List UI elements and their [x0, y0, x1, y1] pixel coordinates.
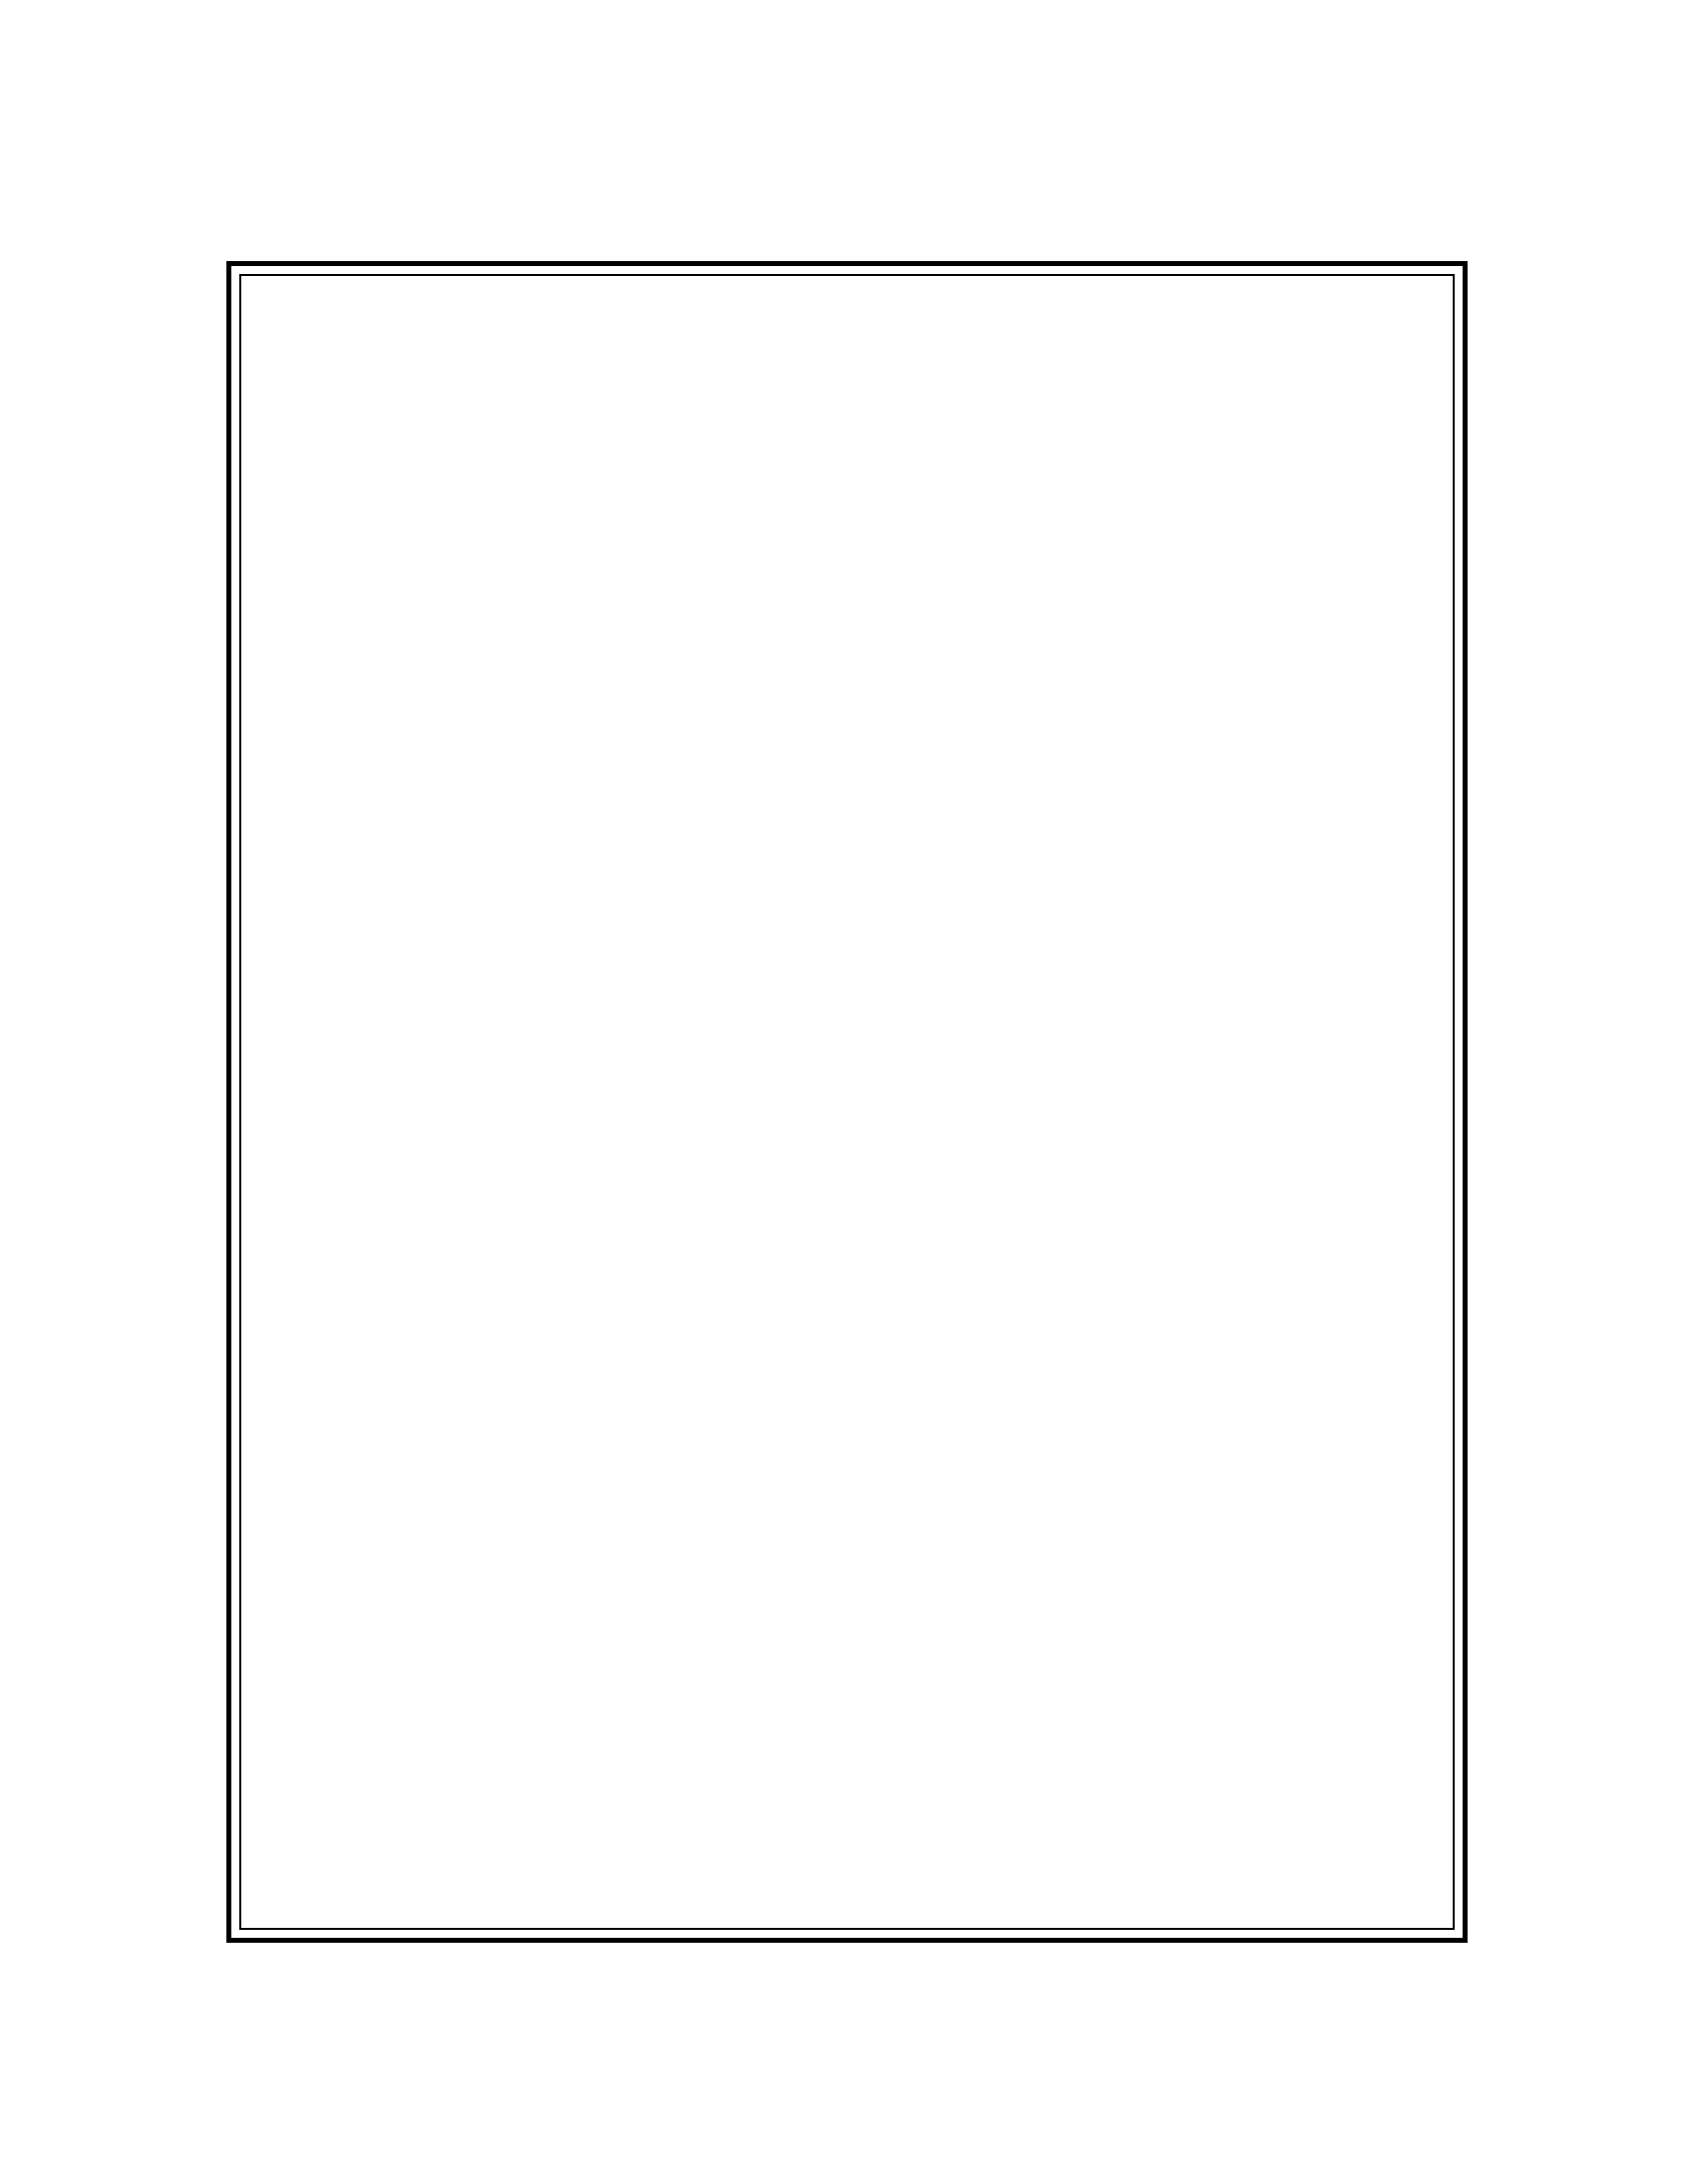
genealogy-table-inner-frame [239, 274, 1455, 1930]
genealogy-table-frame [226, 261, 1468, 1943]
page-title [427, 199, 1122, 268]
